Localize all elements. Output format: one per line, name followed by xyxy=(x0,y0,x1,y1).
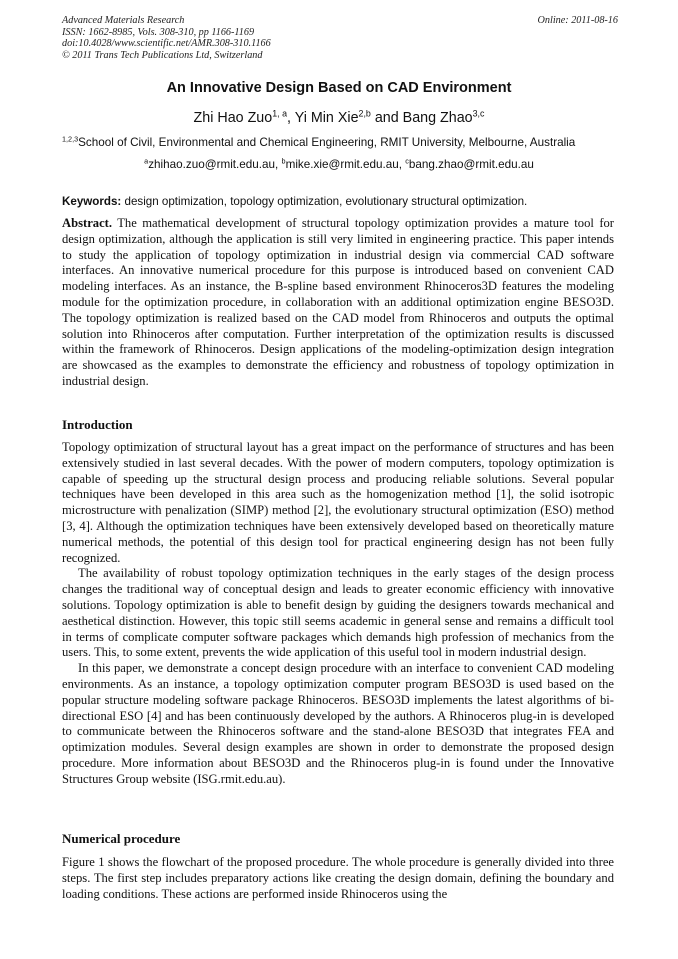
affiliation-superscript: 1,2,3 xyxy=(62,134,79,144)
author-separator: , xyxy=(287,110,295,126)
affiliation-text: School of Civil, Environmental and Chemical Engineering, RMIT University, Melbourne, Australia xyxy=(78,136,576,149)
author-list xyxy=(0,110,678,126)
issn-line: ISSN: 1662-8985, Vols. 308-310, pp 1166-1169 xyxy=(62,26,255,38)
author-superscript: 2,b xyxy=(358,108,371,119)
email-superscript: a xyxy=(144,156,149,166)
paragraph: In this paper, we demonstrate a concept design procedure with an interface to convenient CAD modeling environments. As an instance, a topology optimization computer program BESO3D is used based on the popular structure modeling software package Rhinoceros. BESO3D implements the latest algorithms of bi-directional ESO [4] and has been continuously developed by the authors. A Rhinoceros plug-in is developed to communicate between the Rhinoceros software and the stand-alone BESO3D that integrates FEA and optimization modules. Several design examples are shown in order to demonstrate the proposed design procedure. More information about BESO3D and the Rhinoceros plug-in is found under the Innovative Structures Group website (ISG.rmit.edu.au). xyxy=(62,661,614,786)
email-list xyxy=(0,158,678,171)
online-date: Online: 2011-08-16 xyxy=(537,15,618,26)
doi-line: doi:10.4028/www.scientific.net/AMR.308-310.1166 xyxy=(62,38,271,50)
paper-title: An Innovative Design Based on CAD Environment xyxy=(166,80,512,96)
section-heading-introduction: Introduction xyxy=(62,417,133,432)
journal-header xyxy=(62,15,618,61)
introduction-body xyxy=(62,440,614,788)
abstract-label: Abstract. xyxy=(62,216,113,230)
email-superscript: c xyxy=(405,156,409,166)
affiliation xyxy=(62,136,622,149)
section-heading-numerical-procedure: Numerical procedure xyxy=(62,831,181,846)
abstract xyxy=(62,216,614,390)
author-superscript: 3,c xyxy=(472,108,485,119)
abstract-text: The mathematical development of structural topology optimization provides a mature tool for design optimization, although the application is still very limited in engineering practice. This paper intends to study the application of topology optimization in industrial design via commercial CAD software interfaces. An innovative numerical procedure for this purpose is introduced based on convenient CAD modeling interfaces. As an instance, the B-spline based environment Rhinoceros3D features the modeling module for the optimization procedure, in collaboration with an additional optimization engine BESO3D. The topology optimization is realized based on the CAD model from Rhinoceros and outputs the optimal solution into Rhinoceros after computation. Further interpretation of the optimization results is discussed within the framework of Rhinoceros. Design applications of the modeling-optimization design integration are showcased as the examples to demonstrate the efficiency and robustness of topology optimization in industrial design. xyxy=(62,216,614,388)
numerical-procedure-body: Figure 1 shows the flowchart of the proposed procedure. The whole procedure is generally divided into three steps. The first step includes preparatory actions like creating the design domain, defining the boundary and loading conditions. These actions are performed inside Rhinoceros using the xyxy=(62,855,614,901)
paragraph: The availability of robust topology optimization techniques in the early stages of the design process changes the traditional way of conceptual design and leads to greater economic efficiency with innovative solutions. Topology optimization is able to benefit design by guiding the designers towards mechanical and aesthetical distinction. However, this topic still seems academic in general sense and remains a difficult tool in terms of complicate computer software packages which demands high profession of mechanics from the users. This, to some extent, prevents the wide application of this useful tool in modern industrial design. xyxy=(62,566,614,660)
email-superscript: b xyxy=(281,156,286,166)
email-address: zhihao.zuo@rmit.edu.au, xyxy=(148,158,282,171)
email-address: mike.xie@rmit.edu.au, xyxy=(285,158,406,171)
author-name: Bang Zhao xyxy=(402,110,473,126)
keywords-label: Keywords: xyxy=(62,195,122,208)
author-name: Zhi Hao Zuo xyxy=(193,110,273,126)
journal-name: Advanced Materials Research xyxy=(62,15,185,26)
email-address: bang.zhao@rmit.edu.au xyxy=(408,158,534,171)
author-separator: and xyxy=(370,110,403,126)
author-name: Yi Min Xie xyxy=(294,110,359,126)
keywords-text: design optimization, topology optimization, evolutionary structural optimization. xyxy=(121,195,528,208)
author-superscript: 1, a xyxy=(272,108,287,119)
copyright-line: © 2011 Trans Tech Publications Ltd, Switzerland xyxy=(62,49,263,61)
paragraph: Topology optimization of structural layout has a great impact on the performance of structures and has been extensively studied in last several decades. With the power of modern computers, topology optimization is capable of speeding up the structural design process and producing reliable solutions. Several popular techniques have been developed in this area such as the homogenization method [1], the solid isotropic microstructure with penalization (SIMP) method [2], the evolutionary structural optimization (ESO) method [3, 4]. Although the optimization techniques have been extensively developed based on theoretically mature numerical methods, the potential of this design tool for practical engineering design has not been fully recognized. xyxy=(62,440,614,565)
keywords xyxy=(62,195,622,208)
